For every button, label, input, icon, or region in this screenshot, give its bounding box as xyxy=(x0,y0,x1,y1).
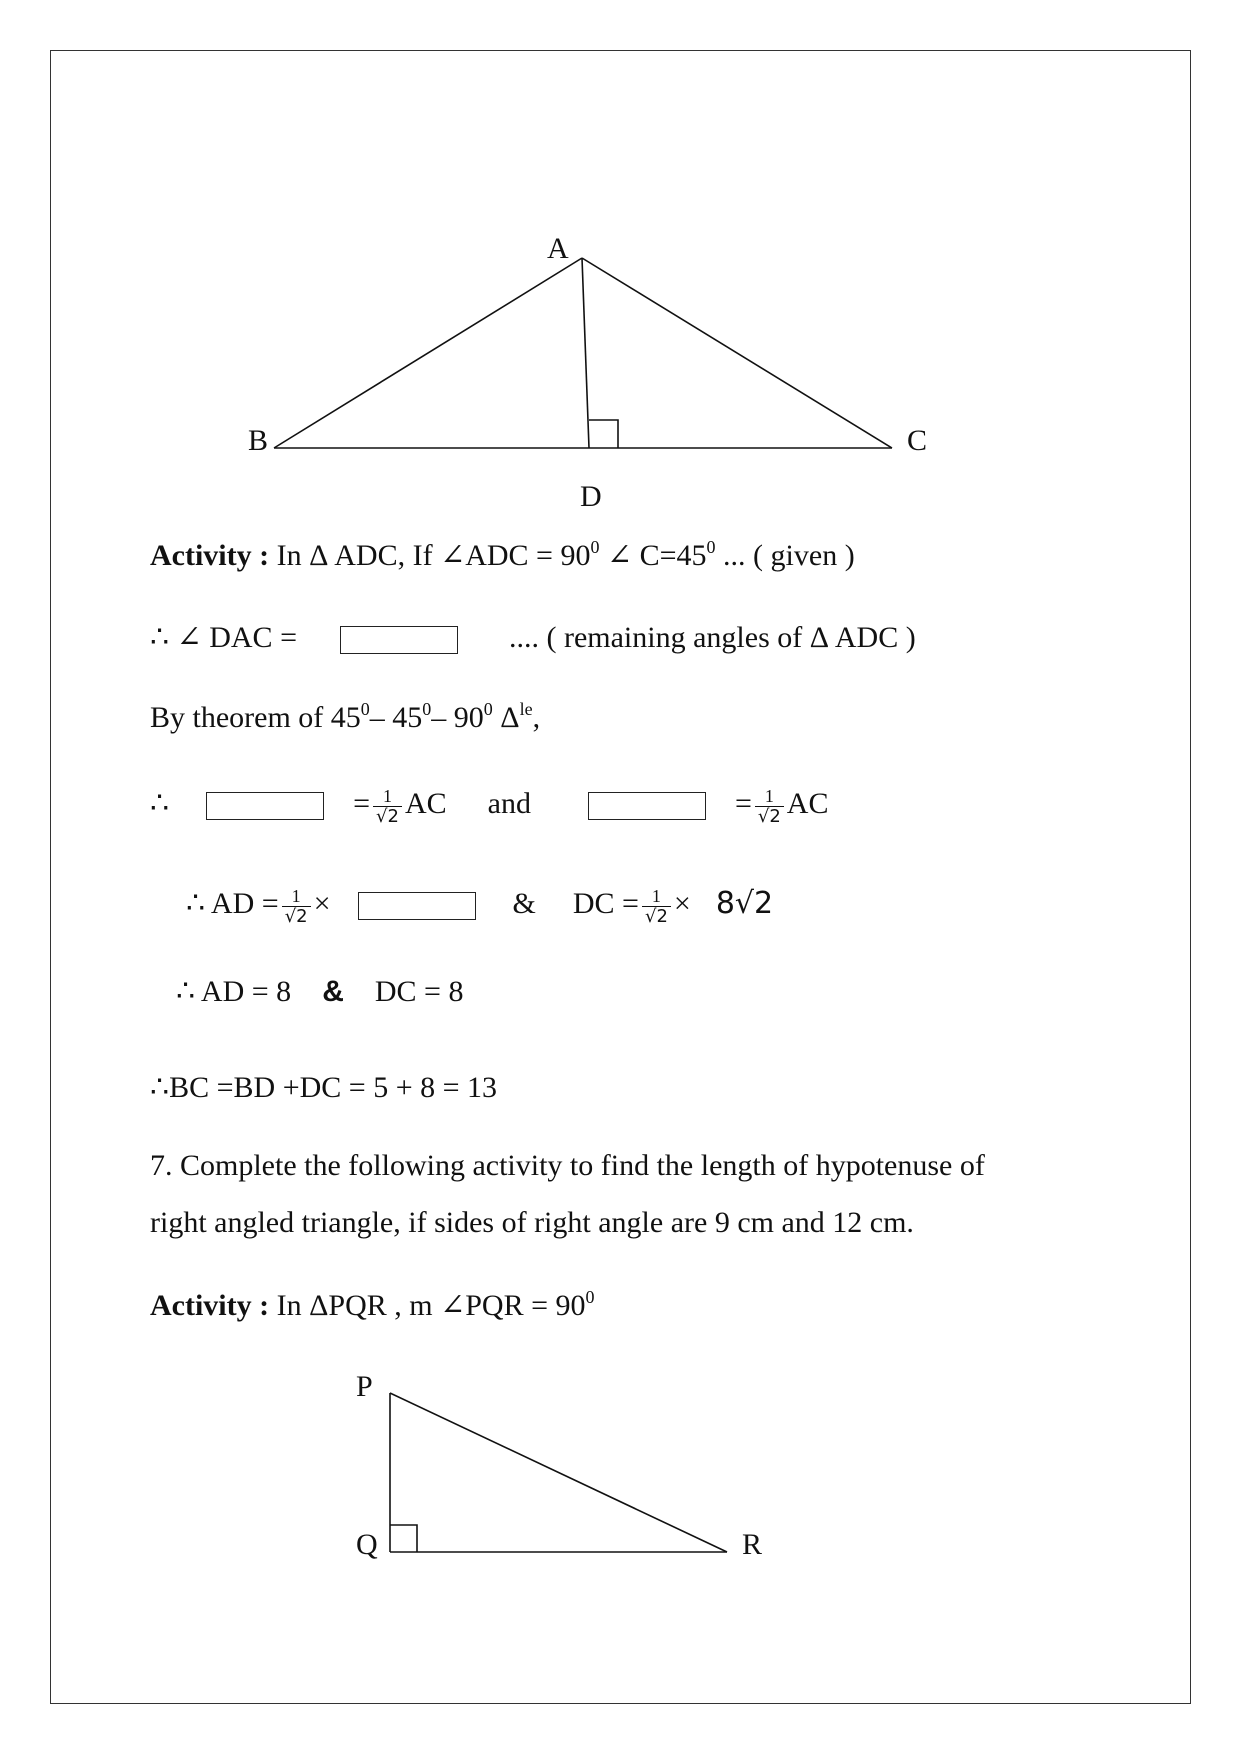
ampersand: & xyxy=(322,975,344,1008)
step-ratio xyxy=(150,784,828,827)
side-ac xyxy=(582,258,892,448)
fraction-one-over-root-two xyxy=(642,886,671,927)
equals-sign: = xyxy=(353,787,371,820)
degree-sup: 0 xyxy=(483,699,493,719)
times-sign: × xyxy=(313,887,331,920)
degree-sup: 0 xyxy=(360,699,370,719)
fraction-one-over-root-two xyxy=(282,886,311,927)
activity-angle-c: ∠ C=45 xyxy=(599,539,707,572)
dc-value: DC = 8 xyxy=(374,975,464,1008)
theorem-text-2: – 45 xyxy=(369,701,423,734)
answer-box-side-1[interactable] xyxy=(206,792,324,820)
fraction-denominator: √2 xyxy=(642,906,671,927)
vertex-label-a: A xyxy=(547,232,569,265)
times-sign: × xyxy=(673,887,691,920)
degree-sup: 0 xyxy=(585,1287,595,1307)
right-angle-mark-d xyxy=(589,420,618,448)
dc-lhs: DC = xyxy=(572,887,639,920)
degree-sup: 0 xyxy=(590,537,600,557)
triangle-abc-figure xyxy=(0,0,1241,560)
fraction-denominator: √2 xyxy=(282,906,311,927)
activity-intro: In Δ ADC, If ∠ADC = 90 xyxy=(276,539,591,572)
side-ab xyxy=(274,258,582,448)
question-7-line-1: 7. Complete the following activity to find the length of hypotenuse of xyxy=(150,1149,985,1182)
step-bc: ∴BC =BD +DC = 5 + 8 = 13 xyxy=(150,1071,498,1104)
answer-box-dac[interactable] xyxy=(340,626,458,654)
question-7-line-2: right angled triangle, if sides of right angle are 9 cm and 12 cm. xyxy=(150,1206,914,1239)
step-values xyxy=(176,972,463,1012)
step-dac xyxy=(150,618,916,658)
answer-box-side-2[interactable] xyxy=(588,792,706,820)
vertex-label-p: P xyxy=(356,1370,373,1403)
ampersand: & xyxy=(512,887,536,920)
vertex-label-r: R xyxy=(742,1528,763,1561)
triangle-sup-le: le xyxy=(519,699,533,719)
side-ac-text: AC xyxy=(404,787,447,820)
vertex-label-c: C xyxy=(907,424,928,457)
dac-lhs: ∴ ∠ DAC = xyxy=(150,621,297,654)
fraction-denominator: √2 xyxy=(755,806,784,827)
altitude-ad xyxy=(582,258,589,448)
ad-lhs: ∴ AD = xyxy=(186,887,279,920)
activity-statement xyxy=(150,536,855,576)
fraction-one-over-root-two xyxy=(755,786,784,827)
theorem-text-1: By theorem of 45 xyxy=(150,701,361,734)
vertex-label-b: B xyxy=(248,424,269,457)
theorem-comma: , xyxy=(532,701,541,734)
activity-heading: Activity : xyxy=(150,539,270,572)
fraction-one-over-root-two xyxy=(373,786,402,827)
activity-2-statement xyxy=(150,1286,595,1326)
theorem-text-4: Δ xyxy=(492,701,520,734)
answer-box-ac[interactable] xyxy=(358,892,476,920)
side-ac-text: AC xyxy=(786,787,829,820)
ad-value: ∴ AD = 8 xyxy=(176,975,292,1008)
fraction-numerator: 1 xyxy=(382,785,392,806)
vertex-label-d: D xyxy=(580,480,602,513)
degree-sup: 0 xyxy=(706,537,716,557)
dc-rhs-value: 8√2 xyxy=(715,886,774,921)
and-text: and xyxy=(487,787,531,820)
therefore-symbol: ∴ xyxy=(150,787,170,820)
vertex-label-q: Q xyxy=(356,1528,378,1561)
fraction-numerator: 1 xyxy=(764,785,774,806)
equals-sign: = xyxy=(734,787,752,820)
fraction-numerator: 1 xyxy=(651,885,661,906)
dac-reason: .... ( remaining angles of Δ ADC ) xyxy=(508,621,916,654)
activity-2-heading: Activity : xyxy=(150,1289,270,1322)
step-ad-expression xyxy=(186,884,773,927)
fraction-numerator: 1 xyxy=(291,885,301,906)
degree-sup: 0 xyxy=(422,699,432,719)
theorem-text-3: – 90 xyxy=(431,701,484,734)
fraction-denominator: √2 xyxy=(373,806,402,827)
activity-2-text: In ΔPQR , m ∠PQR = 90 xyxy=(276,1289,586,1322)
theorem-line xyxy=(150,698,540,738)
activity-given: ... ( given ) xyxy=(715,539,855,572)
